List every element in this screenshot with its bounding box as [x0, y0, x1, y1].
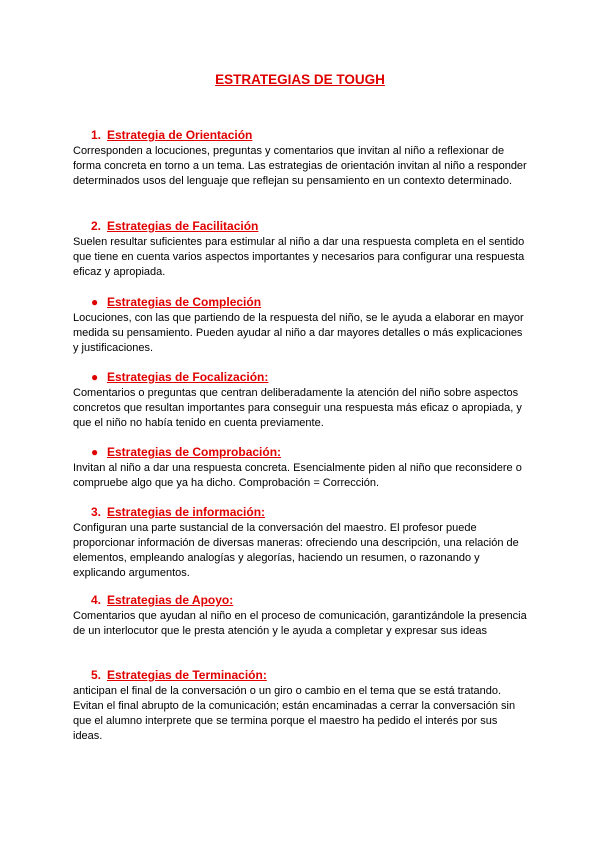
list-marker: 1. — [91, 128, 102, 142]
section-apoyo — [73, 593, 529, 639]
section-heading-text: Estrategia de Orientación — [107, 128, 253, 142]
list-marker: 3. — [91, 505, 102, 519]
section-heading-text: Estrategias de Apoyo: — [107, 593, 234, 607]
section-informacion — [73, 505, 529, 581]
section-heading — [91, 128, 529, 142]
section-heading — [91, 219, 529, 233]
section-heading — [91, 668, 529, 682]
section-body: Configuran una parte sustancial de la conversación del maestro. El profesor puede proporcionar información de diversas maneras: ofreciendo una descripción, una relación de elementos, empleando analogías y alegorías, haciendo un resumen, o razonando y explicando argumentos. — [73, 522, 519, 579]
bullet-marker: ● — [91, 295, 99, 309]
section-focalizacion — [73, 370, 529, 431]
section-heading — [91, 593, 529, 607]
section-body: Locuciones, con las que partiendo de la respuesta del niño, se le ayuda a elaborar en mayor medida su pensamiento. Pueden ayudar al niño a dar mayores detalles o más explicaciones y justificaciones. — [73, 312, 524, 354]
section-orientacion — [73, 128, 529, 189]
list-marker: 5. — [91, 668, 102, 682]
section-body: Suelen resultar suficientes para estimular al niño a dar una respuesta completa en el sentido que tiene en cuenta varios aspectos importantes y necesarios para configurar una respuesta eficaz y apropiada. — [73, 236, 525, 278]
section-heading-text: Estrategias de Comprobación: — [107, 445, 282, 459]
section-body: Corresponden a locuciones, preguntas y comentarios que invitan al niño a reflexionar de forma concreta en torno a un tema. Las estrategias de orientación invitan al niño a responder determinados usos del lenguaje que reflejan su pensamiento en un contexto determinado. — [73, 145, 527, 187]
section-heading-text: Estrategias de Terminación: — [107, 668, 267, 682]
page-title: ESTRATEGIAS DE TOUGH — [215, 72, 385, 87]
section-heading-text: Estrategias de Facilitación — [107, 219, 259, 233]
section-heading — [91, 370, 529, 384]
section-body: Comentarios o preguntas que centran deliberadamente la atención del niño sobre aspectos concretos que resultan importantes para conseguir una respuesta más eficaz o apropiada, y que el niño no había tenido en cuenta previamente. — [73, 387, 522, 429]
section-heading-text: Estrategias de Focalización: — [107, 370, 269, 384]
section-facilitacion — [73, 219, 529, 280]
section-heading — [91, 445, 529, 459]
bullet-marker: ● — [91, 445, 99, 459]
section-heading-text: Estrategias de información: — [107, 505, 266, 519]
section-heading-text: Estrategias de Compleción — [107, 295, 262, 309]
section-heading — [91, 505, 529, 519]
bullet-marker: ● — [91, 370, 99, 384]
section-body: Invitan al niño a dar una respuesta concreta. Esencialmente piden al niño que reconsidere o compruebe algo que ya ha dicho. Comprobación = Corrección. — [73, 462, 522, 489]
list-marker: 2. — [91, 219, 102, 233]
section-heading — [91, 295, 529, 309]
section-body: anticipan el final de la conversación o un giro o cambio en el tema que se está tratando. Evitan el final abrupto de la comunicación; están encaminadas a cerrar la conversación sin que el alumno interprete que se termina porque el maestro ha pedido el interés por sus ideas. — [73, 685, 516, 742]
section-terminacion — [73, 668, 529, 744]
section-complecion — [73, 295, 529, 356]
section-body: Comentarios que ayudan al niño en el proceso de comunicación, garantizándole la presencia de un interlocutor que le presta atención y le ayuda a completar y expresar sus ideas — [73, 610, 527, 637]
list-marker: 4. — [91, 593, 102, 607]
section-comprobacion — [73, 445, 529, 491]
